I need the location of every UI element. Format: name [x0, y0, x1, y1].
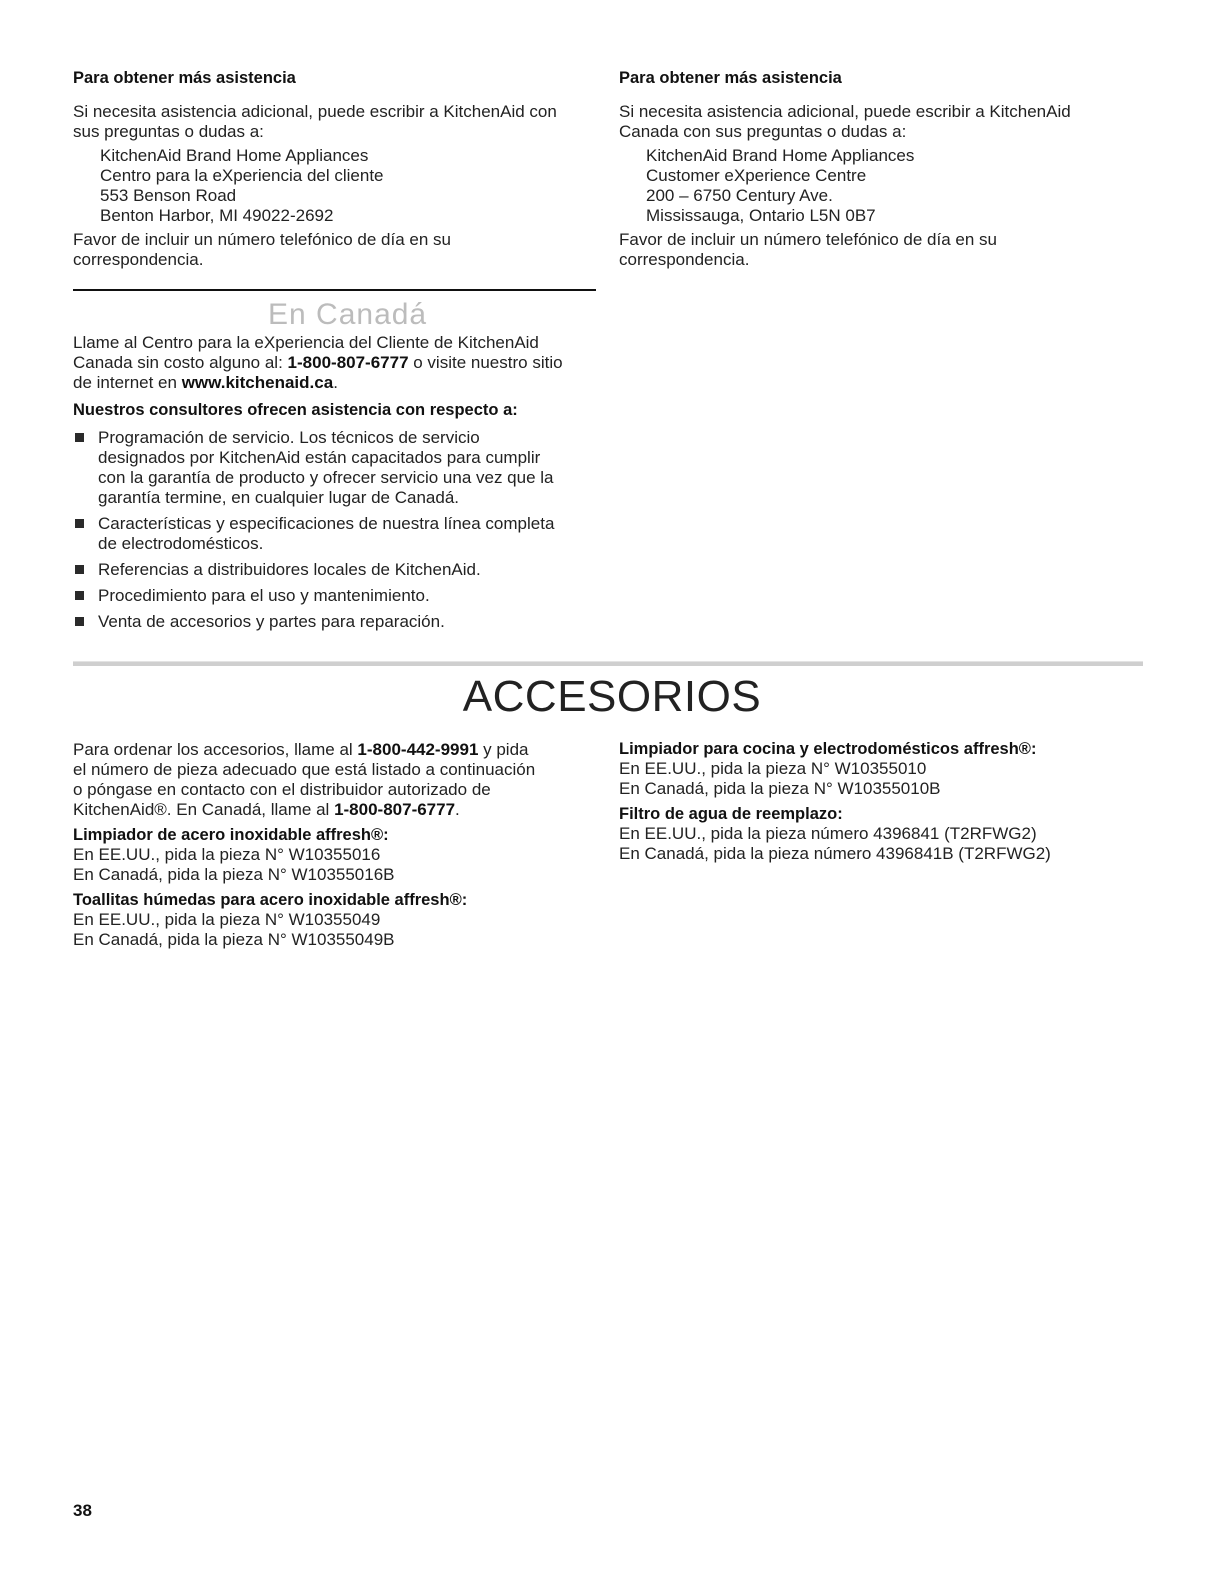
accessory-part-ca: En Canadá, pida la pieza N° W10355010B — [619, 779, 941, 798]
accessory-part-ca: En Canadá, pida la pieza N° W10355049B — [73, 930, 395, 949]
accesorios-intro-line — [73, 800, 603, 820]
list-item-line: garantía termine, en cualquier lugar de Canadá. — [98, 488, 460, 507]
address-line: Benton Harbor, MI 49022-2692 — [100, 206, 334, 225]
canada-text-line — [73, 373, 603, 393]
section-divider — [73, 289, 596, 291]
intro-line: Si necesita asistencia adicional, puede escribir a KitchenAid con — [73, 102, 557, 121]
accessory-part-ca: En Canadá, pida la pieza número 4396841B (T2RFWG2) — [619, 844, 1051, 863]
address-line: 553 Benson Road — [100, 186, 237, 205]
address-line: Centro para la eXperiencia del cliente — [100, 166, 384, 185]
canada-text-line: Llame al Centro para la eXperiencia del Cliente de KitchenAid — [73, 333, 539, 352]
text-span: . — [455, 800, 460, 819]
bullet-icon — [75, 565, 84, 574]
accessory-part-us: En EE.UU., pida la pieza N° W10355010 — [619, 759, 927, 778]
list-item — [73, 560, 603, 580]
accessory-part-us: En EE.UU., pida la pieza número 4396841 (T2RFWG2) — [619, 824, 1037, 843]
accessory-part-us: En EE.UU., pida la pieza N° W10355049 — [73, 910, 381, 929]
text-span: Para ordenar los accesorios, llame al — [73, 740, 358, 759]
accesorios-intro-line — [73, 740, 603, 760]
text-span: o visite nuestro sitio — [408, 353, 563, 372]
canada-section — [73, 333, 603, 638]
accesorios-title: ACCESORIOS — [462, 672, 762, 721]
text-span: . — [333, 373, 338, 392]
address-line: 200 – 6750 Century Ave. — [646, 186, 833, 205]
address-block — [619, 146, 1149, 226]
outro-line: Favor de incluir un número telefónico de día en su — [619, 230, 998, 249]
outro-line: correspondencia. — [619, 250, 750, 269]
right-assist-section — [619, 69, 1149, 270]
accessory-heading: Limpiador de acero inoxidable affresh®: — [73, 826, 389, 844]
outro-line: correspondencia. — [73, 250, 204, 269]
canada-phone: 1-800-807-6777 — [287, 353, 409, 372]
accesorios-divider — [73, 661, 1143, 666]
canada-text-line — [73, 353, 603, 373]
text-span: KitchenAid®. En Canadá, llame al — [73, 800, 335, 819]
address-line: Mississauga, Ontario L5N 0B7 — [646, 206, 876, 225]
list-item-line: Procedimiento para el uso y mantenimiento. — [98, 586, 430, 605]
list-item-line: designados por KitchenAid están capacitados para cumplir — [98, 448, 541, 467]
canada-order-phone: 1-800-807-6777 — [334, 800, 456, 819]
text-span: Canada sin costo alguno al: — [73, 353, 288, 372]
canada-title: En Canadá — [268, 298, 428, 331]
list-item — [73, 586, 603, 606]
accessory-part-ca: En Canadá, pida la pieza N° W10355016B — [73, 865, 395, 884]
list-item-line: con la garantía de producto y ofrecer servicio una vez que la — [98, 468, 554, 487]
bullet-icon — [75, 519, 84, 528]
accessory-part-us: En EE.UU., pida la pieza N° W10355016 — [73, 845, 381, 864]
list-item — [73, 428, 603, 508]
intro-line: sus preguntas o dudas a: — [73, 122, 264, 141]
consult-heading: Nuestros consultores ofrecen asistencia con respecto a: — [73, 401, 518, 419]
address-block — [73, 146, 598, 226]
accessory-heading: Limpiador para cocina y electrodomésticos affresh®: — [619, 740, 1037, 758]
accesorios-left-column — [73, 740, 603, 950]
address-line: KitchenAid Brand Home Appliances — [100, 146, 369, 165]
list-item-line: Venta de accesorios y partes para reparación. — [98, 612, 445, 631]
bullet-icon — [75, 433, 84, 442]
order-phone: 1-800-442-9991 — [357, 740, 479, 759]
canada-website: www.kitchenaid.ca — [181, 373, 334, 392]
page-number: 38 — [73, 1501, 92, 1520]
accessory-heading: Toallitas húmedas para acero inoxidable affresh®: — [73, 891, 468, 909]
intro-line: Si necesita asistencia adicional, puede escribir a KitchenAid — [619, 102, 1071, 121]
list-item — [73, 612, 603, 632]
address-line: KitchenAid Brand Home Appliances — [646, 146, 915, 165]
accesorios-intro-line: el número de pieza adecuado que está listado a continuación — [73, 760, 536, 779]
left-assist-section — [73, 69, 598, 270]
list-item-line: de electrodomésticos. — [98, 534, 264, 553]
consult-list — [73, 428, 603, 632]
address-line: Customer eXperience Centre — [646, 166, 867, 185]
accesorios-right-column — [619, 740, 1149, 864]
bullet-icon — [75, 591, 84, 600]
intro-line: Canada con sus preguntas o dudas a: — [619, 122, 907, 141]
list-item-line: Referencias a distribuidores locales de KitchenAid. — [98, 560, 481, 579]
bullet-icon — [75, 617, 84, 626]
section-heading: Para obtener más asistencia — [619, 69, 842, 87]
accesorios-intro-line: o póngase en contacto con el distribuidor autorizado de — [73, 780, 491, 799]
text-span: de internet en — [73, 373, 182, 392]
accessory-heading: Filtro de agua de reemplazo: — [619, 805, 843, 823]
list-item-line: Características y especificaciones de nuestra línea completa — [98, 514, 555, 533]
outro-line: Favor de incluir un número telefónico de día en su — [73, 230, 452, 249]
list-item — [73, 514, 603, 554]
text-span: y pida — [478, 740, 529, 759]
section-heading: Para obtener más asistencia — [73, 69, 296, 87]
list-item-line: Programación de servicio. Los técnicos de servicio — [98, 428, 480, 447]
